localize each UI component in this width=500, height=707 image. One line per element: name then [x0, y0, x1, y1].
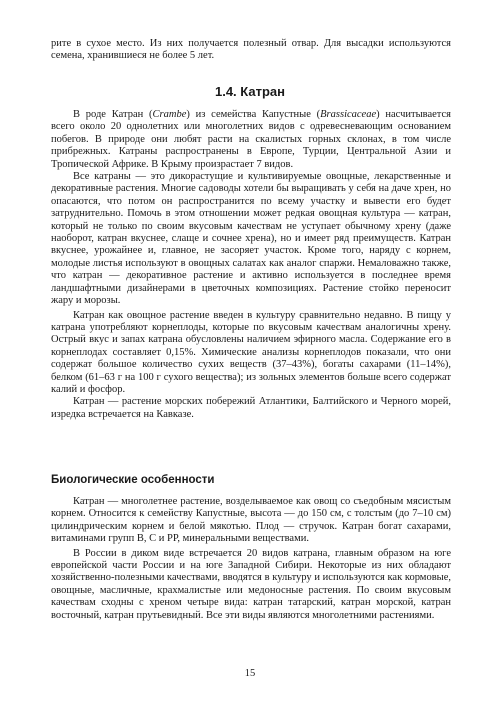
section-body [51, 109, 451, 421]
subsection-title: Биологические особенности [51, 474, 215, 486]
intro-text [51, 38, 451, 63]
paragraph-description: Катран — многолетнее растение, возделываемое как овощ со съедобным мясистым корнем. Относится к семейству Капустные, высота — до 150 см, с толстым (до 7–10 см) цилиндрическим корнем и белой мякотью. Плод — стручок. Катран богат сахарами, витаминами групп В, С и РР, минеральными веществами. [51, 496, 451, 545]
intro-paragraph: рите в сухое место. Из них получается полезный отвар. Для высадки используются семена, хранившиеся не более 5 лет. [51, 38, 451, 62]
page-number: 15 [244, 668, 256, 679]
paragraph-species: В России в диком виде встречается 20 видов катрана, главным образом на юге европейской части России и на юге Западной Сибири. Некоторые из них обладают хозяйственно-полезными качествами, вводятся в культуру и используются как кормовые, овощные, масличные, крахмалистые или медоносные растения. По своим вкусовым качествам сходны с хреном четыре вида: катран татарский, катран морской, катран восточный, катран прутьевидный. Все эти виды являются многолетними растениями. [51, 547, 451, 621]
section-title: 1.4. Катран [214, 84, 285, 99]
subsection-body [51, 496, 451, 622]
paragraph-cultivation: Все катраны — это дикорастущие и культивируемые овощные, лекарственные и декоративные растения. Многие садоводы хотели бы выращивать у себя на даче хрен, но опасаются, что потом он распространится по всему участку и вывести его будет затруднительно. Помочь в этом отношении может редкая овощная культура — катран, который не только по своим вкусовым качествам не уступает обычному хрену (даже наоборот, катран вкуснее, слаще и сочнее хрена), но и имеет ряд преимуществ. Катран вкуснее, урожайнее и, главное, не засоряет участок. Кроме того, наряду с корнем, молодые листья используют в овощных салатах как аналог спаржи. Немаловажно также, что катран — декоративное растение и активно используется в последнее время ландшафтными дизайнерами в цветочных композициях. Растение стойко переносит жару и морозы. [51, 171, 451, 307]
paragraph-habitat: Катран — растение морских побережий Атлантики, Балтийского и Черного морей, изредка встречается на Кавказе. [51, 396, 451, 420]
paragraph-chemistry: Катран как овощное растение введен в культуру сравнительно недавно. В пищу у катрана употребляют корнеплоды, которые по вкусовым качествам аналогичны хрену. Острый вкус и запах катрана обусловлены наличием эфирного масла. Содержание его в корнеплодах составляет 0,15%. Химические анализы корнеплодов показали, что они содержат большое количество сухих веществ (37–43%), богаты сахарами (11–14%), белком (61–63 г на 100 г сухого вещества); из зольных элементов больше всего содержат калий и фосфор. [51, 309, 451, 395]
paragraph-genus: В роде Катран (Crambe) из семейства Капустные (Brassicaceae) насчитывается всего около 20 однолетних или многолетних видов с одревесневающим основанием побегов. В природе они любят расти на скалистых горных склонах, в том числе прибрежных. Катраны распространены в Европе, Турции, Центральной Азии и Тропической Африке. В Крыму произрастает 7 видов. [51, 109, 452, 170]
